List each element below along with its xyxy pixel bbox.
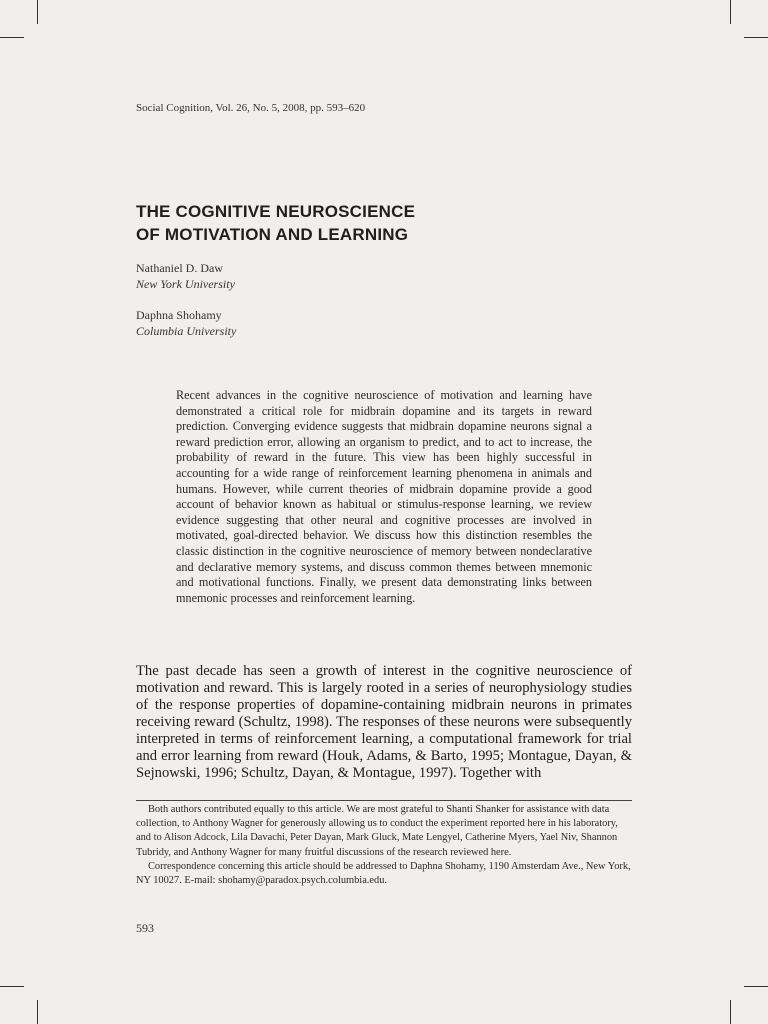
author-affiliation: Columbia University bbox=[136, 324, 237, 338]
crop-mark-bottom-right-horizontal bbox=[744, 986, 768, 987]
crop-mark-bottom-right-vertical bbox=[730, 1000, 731, 1024]
footnote-correspondence: Correspondence concerning this article should be addressed to Daphna Shohamy, 1190 Amsterdam Ave., New York, NY 10027. E-mail: shohamy@paradox.psych.columbia.edu. bbox=[136, 860, 631, 887]
article-title-line-1: THE COGNITIVE NEUROSCIENCE bbox=[136, 202, 416, 221]
author-name: Nathaniel D. Daw bbox=[136, 261, 223, 275]
crop-mark-top-left-horizontal bbox=[0, 37, 24, 38]
crop-mark-top-left-vertical bbox=[37, 0, 38, 24]
author-name: Daphna Shohamy bbox=[136, 308, 222, 322]
article-title bbox=[136, 200, 415, 246]
body-paragraph: The past decade has seen a growth of interest in the cognitive neuroscience of motivation and reward. This is largely rooted in a series of neurophysiology studies of the response properties of dopamine-containing midbrain neurons in primates receiving reward (Schultz, 1998). The responses of these neurons were subsequently interpreted in terms of reinforcement learning, a computational framework for trial and error learning from reward (Houk, Adams, & Barto, 1995; Montague, Dayan, & Sejnowski, 1996; Schultz, Dayan, & Montague, 1997). Together with bbox=[136, 663, 632, 781]
crop-mark-bottom-left-horizontal bbox=[0, 986, 24, 987]
page-number: 593 bbox=[136, 921, 154, 935]
author-block-1 bbox=[136, 260, 235, 292]
crop-mark-top-right-horizontal bbox=[744, 37, 768, 38]
journal-reference: Social Cognition, Vol. 26, No. 5, 2008, pp. 593–620 bbox=[136, 102, 366, 114]
abstract: Recent advances in the cognitive neuroscience of motivation and learning have demonstrated a critical role for midbrain dopamine and its targets in reward prediction. Converging evidence suggests that midbrain dopamine neurons signal a reward prediction error, allowing an organism to predict, and to act to increase, the probability of reward in the future. This view has been highly successful in accounting for a wide range of reinforcement learning phenomena in animals and humans. However, while current theories of midbrain dopamine provide a good account of behavior known as habitual or stimulus-response learning, we review evidence suggesting that other neural and cognitive processes are involved in motivated, goal-directed behavior. We discuss how this distinction resembles the classic distinction in the cognitive neuroscience of memory between nondeclarative and declarative memory systems, and discuss common themes between mnemonic and motivational functions. Finally, we present data demonstrating links between mnemonic processes and reinforcement learning. bbox=[176, 388, 592, 605]
footnote-acknowledgment: Both authors contributed equally to this article. We are most grateful to Shanti Shanker for assistance with data collection, to Anthony Wagner for generously allowing us to conduct the experiment reported here in his laboratory, and to Alison Adcock, Lila Davachi, Peter Dayan, Mark Gluck, Mate Lengyel, Catherine Myers, Yael Niv, Shannon Tubridy, and Anthony Wagner for many fruitful discussions of the research reviewed here. bbox=[136, 804, 618, 858]
crop-mark-top-right-vertical bbox=[730, 0, 731, 24]
author-affiliation: New York University bbox=[136, 277, 235, 291]
footnotes bbox=[136, 803, 632, 888]
article-title-line-2: OF MOTIVATION AND LEARNING bbox=[136, 225, 409, 244]
author-block-2 bbox=[136, 307, 236, 339]
crop-mark-bottom-left-vertical bbox=[37, 1000, 38, 1024]
footnote-divider bbox=[136, 800, 632, 801]
